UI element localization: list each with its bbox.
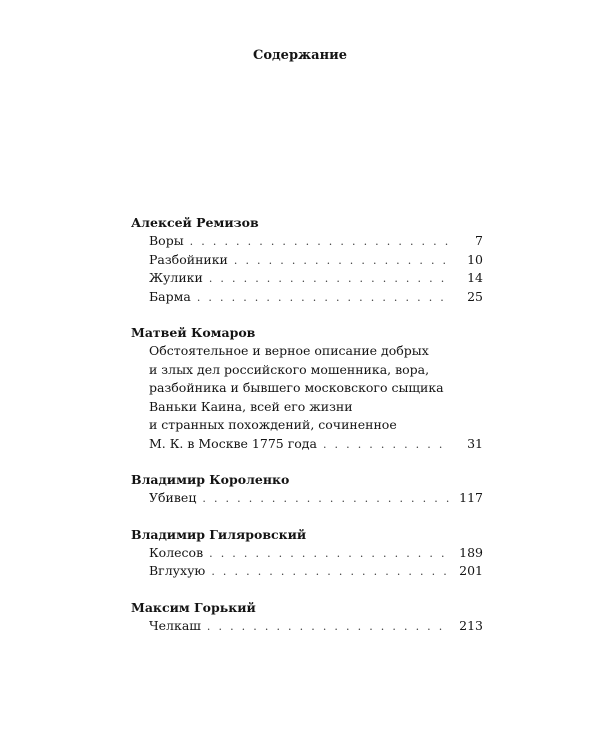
toc-entry[interactable] <box>149 342 483 453</box>
entry-row <box>149 435 483 454</box>
page-number: 14 <box>467 270 483 285</box>
entry-title: Барма <box>149 288 191 304</box>
dot-leader <box>209 270 451 289</box>
toc-heading: Содержание <box>252 48 348 63</box>
dot-leader <box>202 490 451 509</box>
dot-leader <box>207 618 451 637</box>
dot-leader <box>211 563 451 582</box>
entry-title-line: и злых дел российского мошенника, вора, <box>149 361 430 377</box>
dot-leader <box>234 252 451 271</box>
entry-title-line: и странных похождений, сочиненное <box>149 417 397 432</box>
entry-title-lines <box>149 342 483 435</box>
entry-row <box>149 251 483 270</box>
dot-leader <box>197 289 451 308</box>
author-name: Максим Горький <box>131 599 256 615</box>
entry-title: Воры <box>149 233 184 248</box>
entry-row <box>149 232 483 251</box>
entry-row <box>149 489 483 508</box>
page-number: 31 <box>467 435 483 451</box>
author-name: Владимир Короленко <box>131 472 290 487</box>
page-number: 213 <box>459 617 483 633</box>
toc-section <box>131 599 483 636</box>
entry-title: М. К. в Москве 1775 года <box>149 435 317 451</box>
toc-entry[interactable] <box>149 562 483 581</box>
toc-entry[interactable] <box>149 617 483 636</box>
toc-entry[interactable] <box>149 269 483 288</box>
entry-title: Колесов <box>149 544 204 560</box>
page-number: 7 <box>475 233 483 248</box>
toc-section <box>131 471 483 508</box>
entry-row <box>149 562 483 581</box>
toc-entry[interactable] <box>149 489 483 508</box>
entry-title-line: разбойника и бывшего московского сыщика <box>149 380 444 395</box>
entry-row <box>149 544 483 563</box>
entry-row <box>149 269 483 288</box>
page-number: 25 <box>467 288 483 304</box>
entry-title: Убивец <box>149 490 197 505</box>
author-name: Владимир Гиляровский <box>131 526 307 542</box>
entry-row <box>149 288 483 307</box>
dot-leader <box>323 436 451 455</box>
page-number: 189 <box>459 544 483 560</box>
toc-section <box>131 214 483 306</box>
entry-row <box>149 617 483 636</box>
page-number: 10 <box>467 251 483 267</box>
entry-title-line: Обстоятельное и верное описание добрых <box>149 343 429 358</box>
author-name: Алексей Ремизов <box>131 215 259 230</box>
entry-title: Вглухую <box>149 563 206 578</box>
toc-entry[interactable] <box>149 232 483 251</box>
entry-title: Разбойники <box>149 251 228 267</box>
toc-section <box>131 324 483 453</box>
page-number: 117 <box>459 490 483 505</box>
toc-entry[interactable] <box>149 288 483 307</box>
toc-entry[interactable] <box>149 251 483 270</box>
entry-title: Челкаш <box>149 617 201 633</box>
entry-title-line: Ваньки Каина, всей его жизни <box>149 398 353 414</box>
page-number: 201 <box>459 563 483 578</box>
entry-title: Жулики <box>149 270 203 285</box>
dot-leader <box>190 233 451 252</box>
toc-entry[interactable] <box>149 544 483 563</box>
toc-section <box>131 526 483 581</box>
dot-leader <box>209 545 451 564</box>
table-of-contents <box>131 214 483 653</box>
author-name: Матвей Комаров <box>131 325 256 340</box>
